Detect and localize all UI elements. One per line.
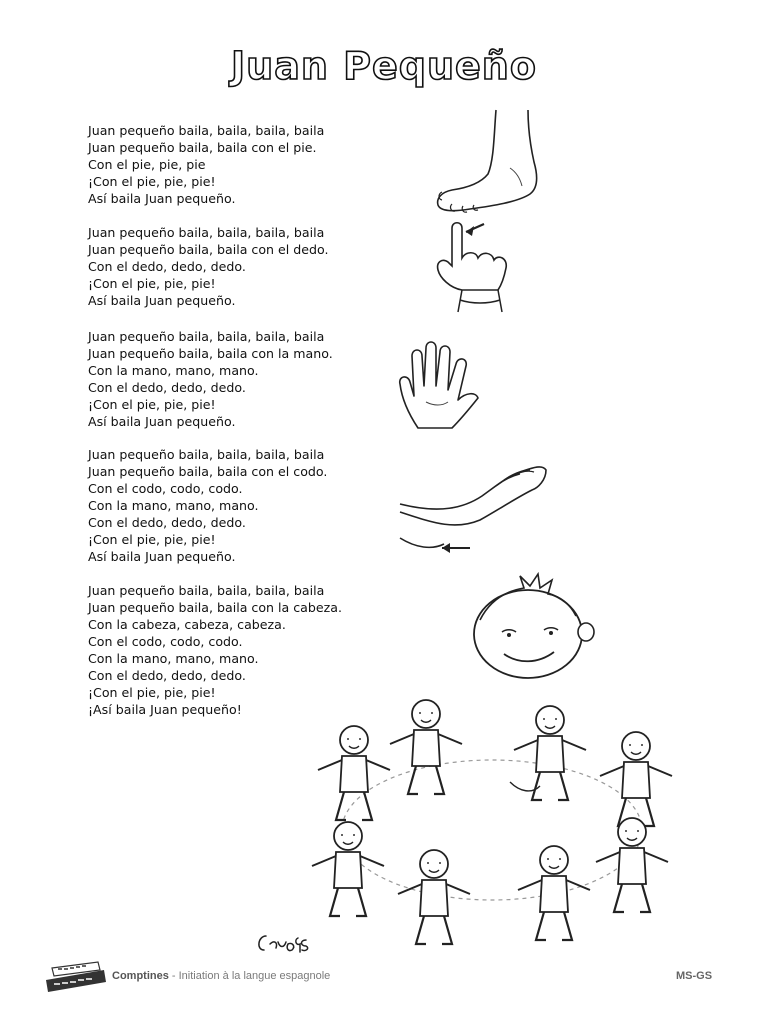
stanza-line: Juan pequeño baila, baila con el dedo.	[88, 242, 329, 257]
stanza-line: Así baila Juan pequeño.	[88, 549, 236, 564]
stanza-line: ¡Con el pie, pie, pie!	[88, 276, 216, 291]
foot-icon	[430, 108, 550, 218]
stanza-line: Con el dedo, dedo, dedo.	[88, 515, 246, 530]
stanza-line: ¡Así baila Juan pequeño!	[88, 702, 242, 717]
stanza-2	[88, 224, 329, 309]
footer-level: MS-GS	[676, 970, 713, 982]
stanza-line: Juan pequeño baila, baila, baila, baila	[88, 447, 325, 462]
stanza-line: ¡Con el pie, pie, pie!	[88, 685, 216, 700]
page-title: Juan Pequeño	[231, 44, 537, 88]
stanza-1	[88, 122, 324, 207]
stanza-line: Con el dedo, dedo, dedo.	[88, 259, 246, 274]
footer-subtitle: Initiation à la langue espagnole	[178, 970, 331, 982]
footer-separator: -	[168, 970, 179, 982]
elbow-arm-icon	[396, 458, 556, 558]
stanza-line: Con el codo, codo, codo.	[88, 481, 243, 496]
stanza-line: Con el dedo, dedo, dedo.	[88, 380, 246, 395]
hand-icon	[396, 340, 486, 432]
stanza-line: Juan pequeño baila, baila, baila, baila	[88, 225, 325, 240]
stanza-line: Así baila Juan pequeño.	[88, 414, 236, 429]
stanza-4	[88, 446, 327, 565]
footer-series	[112, 970, 330, 982]
stanza-line: Juan pequeño baila, baila, baila, baila	[88, 583, 325, 598]
signature	[254, 930, 314, 958]
stanza-line: Así baila Juan pequeño.	[88, 191, 236, 206]
stanza-line: ¡Con el pie, pie, pie!	[88, 532, 216, 547]
stanza-line: Juan pequeño baila, baila con el pie.	[88, 140, 317, 155]
stanza-line: Juan pequeño baila, baila con la mano.	[88, 346, 333, 361]
stanza-line: Con el codo, codo, codo.	[88, 634, 243, 649]
stanza-line: Juan pequeño baila, baila, baila, baila	[88, 329, 325, 344]
stanza-line: Con la mano, mano, mano.	[88, 363, 259, 378]
children-circle-dance	[286, 690, 698, 958]
stanza-line: Con el dedo, dedo, dedo.	[88, 668, 246, 683]
stanza-line: Juan pequeño baila, baila, baila, baila	[88, 123, 325, 138]
stanza-line: Así baila Juan pequeño.	[88, 293, 236, 308]
stanza-line: ¡Con el pie, pie, pie!	[88, 174, 216, 189]
stanza-line: ¡Con el pie, pie, pie!	[88, 397, 216, 412]
parcours-culturel-logo	[44, 962, 108, 992]
stanza-line: Con la mano, mano, mano.	[88, 651, 259, 666]
face-icon	[462, 574, 598, 680]
stanza-3	[88, 328, 333, 430]
stanza-line: Con la cabeza, cabeza, cabeza.	[88, 617, 286, 632]
stanza-line: Juan pequeño baila, baila con el codo.	[88, 464, 328, 479]
stanza-line: Juan pequeño baila, baila con la cabeza.	[88, 600, 342, 615]
pointing-finger-icon	[432, 218, 522, 320]
stanza-line: Con la mano, mano, mano.	[88, 498, 259, 513]
footer-series-name: Comptines	[112, 970, 169, 982]
stanza-line: Con el pie, pie, pie	[88, 157, 206, 172]
